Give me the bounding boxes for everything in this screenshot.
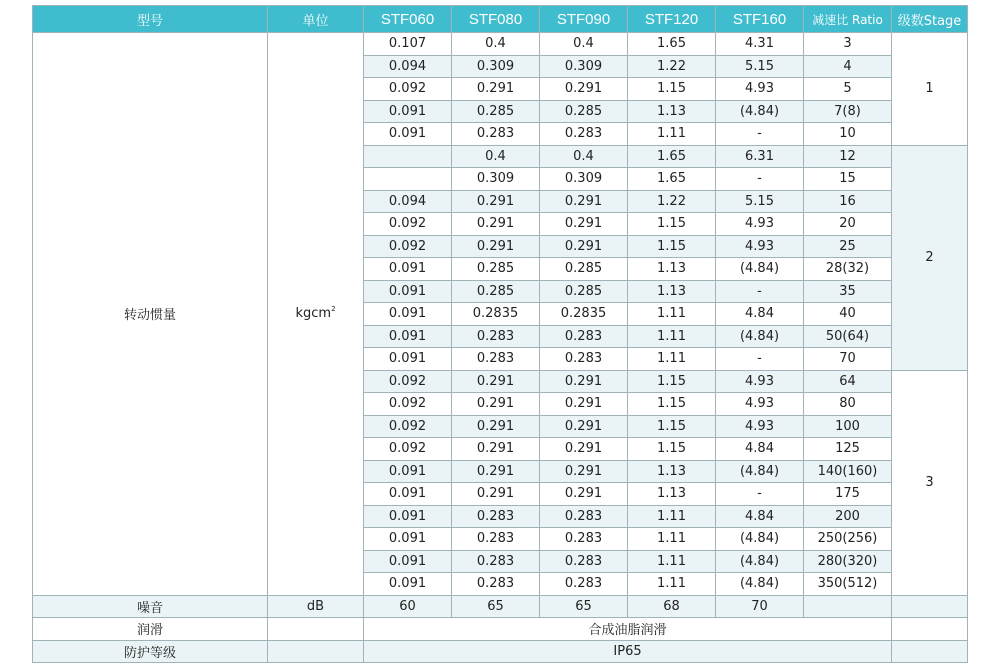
- inertia-value-cell: 4.93: [716, 415, 804, 438]
- inertia-value-cell: 0.091: [364, 123, 452, 146]
- inertia-value-cell: 1.13: [628, 100, 716, 123]
- noise-row: [33, 595, 968, 618]
- inertia-value-cell: [364, 145, 452, 168]
- inertia-value-cell: (4.84): [716, 100, 804, 123]
- ratio-cell: 20: [804, 213, 892, 236]
- inertia-value-cell: 0.283: [540, 573, 628, 596]
- inertia-value-cell: 0.285: [452, 258, 540, 281]
- ratio-cell: 100: [804, 415, 892, 438]
- inertia-value-cell: 4.93: [716, 213, 804, 236]
- inertia-value-cell: 0.285: [540, 100, 628, 123]
- inertia-value-cell: 1.13: [628, 483, 716, 506]
- protection-value: IP65: [364, 640, 892, 663]
- inertia-value-cell: 4.93: [716, 235, 804, 258]
- inertia-value-cell: 0.091: [364, 573, 452, 596]
- inertia-value-cell: 0.291: [540, 393, 628, 416]
- empty-cell: [268, 618, 364, 641]
- inertia-value-cell: 1.11: [628, 550, 716, 573]
- inertia-value-cell: 4.31: [716, 33, 804, 56]
- table-body: [33, 33, 968, 663]
- inertia-value-cell: (4.84): [716, 573, 804, 596]
- inertia-value-cell: 1.13: [628, 280, 716, 303]
- ratio-cell: 70: [804, 348, 892, 371]
- inertia-value-cell: 1.15: [628, 78, 716, 101]
- inertia-value-cell: 0.291: [540, 190, 628, 213]
- inertia-value-cell: 0.2835: [452, 303, 540, 326]
- inertia-value-cell: 0.283: [452, 573, 540, 596]
- noise-value-cell: 68: [628, 595, 716, 618]
- inertia-value-cell: 0.092: [364, 213, 452, 236]
- inertia-value-cell: 0.309: [540, 168, 628, 191]
- inertia-value-cell: -: [716, 348, 804, 371]
- inertia-value-cell: 0.4: [540, 145, 628, 168]
- ratio-cell: 200: [804, 505, 892, 528]
- inertia-value-cell: 0.291: [540, 460, 628, 483]
- inertia-value-cell: 0.091: [364, 460, 452, 483]
- ratio-cell: 25: [804, 235, 892, 258]
- inertia-unit-base: kgcm: [295, 306, 332, 322]
- inertia-value-cell: -: [716, 168, 804, 191]
- inertia-value-cell: 0.283: [452, 123, 540, 146]
- inertia-value-cell: 0.291: [452, 213, 540, 236]
- inertia-value-cell: 0.091: [364, 348, 452, 371]
- lubrication-value: 合成油脂润滑: [364, 618, 892, 641]
- ratio-cell: 4: [804, 55, 892, 78]
- noise-value-cell: 60: [364, 595, 452, 618]
- ratio-cell: 40: [804, 303, 892, 326]
- inertia-value-cell: 0.291: [452, 235, 540, 258]
- inertia-value-cell: [364, 168, 452, 191]
- lubrication-row: [33, 618, 968, 641]
- inertia-value-cell: 0.107: [364, 33, 452, 56]
- inertia-value-cell: 5.15: [716, 55, 804, 78]
- inertia-value-cell: 0.091: [364, 505, 452, 528]
- inertia-value-cell: -: [716, 280, 804, 303]
- inertia-value-cell: 0.291: [452, 460, 540, 483]
- inertia-value-cell: -: [716, 123, 804, 146]
- ratio-cell: 175: [804, 483, 892, 506]
- inertia-value-cell: 0.291: [540, 438, 628, 461]
- inertia-value-cell: 0.091: [364, 550, 452, 573]
- ratio-cell: 140(160): [804, 460, 892, 483]
- header-stf060: STF060: [364, 6, 452, 33]
- inertia-value-cell: 5.15: [716, 190, 804, 213]
- inertia-value-cell: 4.84: [716, 505, 804, 528]
- header-stf160: STF160: [716, 6, 804, 33]
- inertia-value-cell: 1.11: [628, 123, 716, 146]
- inertia-value-cell: 0.291: [540, 78, 628, 101]
- ratio-cell: 7(8): [804, 100, 892, 123]
- inertia-value-cell: 0.283: [452, 348, 540, 371]
- inertia-value-cell: 4.93: [716, 393, 804, 416]
- inertia-value-cell: 0.291: [540, 370, 628, 393]
- ratio-cell: 50(64): [804, 325, 892, 348]
- ratio-cell: 80: [804, 393, 892, 416]
- inertia-value-cell: 1.11: [628, 528, 716, 551]
- inertia-value-cell: 1.22: [628, 190, 716, 213]
- header-stage: 级数Stage: [892, 6, 968, 33]
- protection-label: 防护等级: [33, 640, 268, 663]
- inertia-value-cell: 6.31: [716, 145, 804, 168]
- inertia-value-cell: (4.84): [716, 460, 804, 483]
- inertia-value-cell: 0.092: [364, 78, 452, 101]
- inertia-value-cell: (4.84): [716, 550, 804, 573]
- inertia-value-cell: 0.283: [452, 528, 540, 551]
- inertia-value-cell: 0.291: [540, 213, 628, 236]
- inertia-value-cell: 1.15: [628, 438, 716, 461]
- inertia-value-cell: 0.283: [540, 505, 628, 528]
- stage-cell: 3: [892, 370, 968, 595]
- inertia-value-cell: 0.291: [452, 370, 540, 393]
- inertia-value-cell: 0.291: [540, 235, 628, 258]
- inertia-value-cell: 0.092: [364, 415, 452, 438]
- inertia-value-cell: 0.092: [364, 438, 452, 461]
- inertia-value-cell: 0.291: [452, 483, 540, 506]
- inertia-value-cell: 1.22: [628, 55, 716, 78]
- inertia-value-cell: 0.092: [364, 235, 452, 258]
- inertia-value-cell: 0.283: [540, 325, 628, 348]
- inertia-value-cell: 1.65: [628, 168, 716, 191]
- inertia-value-cell: 1.15: [628, 415, 716, 438]
- ratio-cell: 250(256): [804, 528, 892, 551]
- inertia-value-cell: 1.11: [628, 505, 716, 528]
- header-stf090: STF090: [540, 6, 628, 33]
- ratio-cell: 5: [804, 78, 892, 101]
- ratio-cell: 350(512): [804, 573, 892, 596]
- inertia-value-cell: 0.283: [540, 123, 628, 146]
- inertia-value-cell: (4.84): [716, 258, 804, 281]
- inertia-value-cell: 0.291: [540, 483, 628, 506]
- inertia-value-cell: 1.15: [628, 370, 716, 393]
- inertia-value-cell: 4.93: [716, 78, 804, 101]
- empty-cell: [268, 640, 364, 663]
- ratio-cell: 28(32): [804, 258, 892, 281]
- ratio-cell: 64: [804, 370, 892, 393]
- inertia-value-cell: 0.283: [540, 528, 628, 551]
- ratio-cell: 125: [804, 438, 892, 461]
- inertia-value-cell: 0.309: [540, 55, 628, 78]
- lubrication-label: 润滑: [33, 618, 268, 641]
- inertia-value-cell: 4.84: [716, 438, 804, 461]
- inertia-value-cell: 0.291: [452, 415, 540, 438]
- ratio-cell: 10: [804, 123, 892, 146]
- inertia-value-cell: 0.291: [452, 190, 540, 213]
- inertia-label: 转动惯量: [33, 33, 268, 596]
- noise-value-cell: 70: [716, 595, 804, 618]
- inertia-value-cell: 0.091: [364, 303, 452, 326]
- header-unit: 单位: [268, 6, 364, 33]
- inertia-value-cell: 0.291: [540, 415, 628, 438]
- noise-unit: dB: [268, 595, 364, 618]
- inertia-value-cell: 0.091: [364, 483, 452, 506]
- inertia-value-cell: 1.11: [628, 573, 716, 596]
- inertia-unit-exponent: 2: [331, 305, 336, 314]
- inertia-value-cell: 0.091: [364, 258, 452, 281]
- inertia-value-cell: (4.84): [716, 325, 804, 348]
- ratio-cell: 15: [804, 168, 892, 191]
- inertia-value-cell: 0.091: [364, 528, 452, 551]
- inertia-value-cell: 0.285: [452, 100, 540, 123]
- ratio-cell: 3: [804, 33, 892, 56]
- inertia-value-cell: 0.094: [364, 55, 452, 78]
- inertia-value-cell: 0.091: [364, 325, 452, 348]
- inertia-value-cell: 1.15: [628, 213, 716, 236]
- inertia-value-cell: 0.4: [540, 33, 628, 56]
- inertia-value-cell: 0.283: [540, 348, 628, 371]
- inertia-value-cell: 0.2835: [540, 303, 628, 326]
- noise-value-cell: 65: [452, 595, 540, 618]
- inertia-value-cell: 4.93: [716, 370, 804, 393]
- inertia-value-cell: 0.094: [364, 190, 452, 213]
- inertia-value-cell: 1.11: [628, 348, 716, 371]
- header-ratio: 减速比 Ratio: [804, 6, 892, 33]
- empty-cell: [892, 640, 968, 663]
- noise-value-cell: 65: [540, 595, 628, 618]
- inertia-value-cell: 0.291: [452, 393, 540, 416]
- inertia-value-cell: 4.84: [716, 303, 804, 326]
- inertia-value-cell: 0.092: [364, 370, 452, 393]
- inertia-value-cell: 1.15: [628, 235, 716, 258]
- inertia-value-cell: 0.291: [452, 78, 540, 101]
- noise-label: 噪音: [33, 595, 268, 618]
- empty-cell: [804, 595, 892, 618]
- inertia-value-cell: 0.285: [540, 280, 628, 303]
- inertia-value-cell: (4.84): [716, 528, 804, 551]
- inertia-value-cell: 1.13: [628, 460, 716, 483]
- ratio-cell: 35: [804, 280, 892, 303]
- inertia-value-cell: 1.65: [628, 33, 716, 56]
- inertia-value-cell: 0.4: [452, 33, 540, 56]
- inertia-value-cell: 0.091: [364, 280, 452, 303]
- header-row: [33, 6, 968, 33]
- spec-table: [32, 5, 968, 663]
- inertia-value-cell: 1.11: [628, 303, 716, 326]
- inertia-value-cell: 0.309: [452, 168, 540, 191]
- header-stf120: STF120: [628, 6, 716, 33]
- inertia-value-cell: 0.283: [452, 325, 540, 348]
- inertia-value-cell: 0.4: [452, 145, 540, 168]
- inertia-value-cell: 1.11: [628, 325, 716, 348]
- inertia-value-cell: 1.65: [628, 145, 716, 168]
- inertia-value-cell: 0.283: [540, 550, 628, 573]
- inertia-value-cell: 0.091: [364, 100, 452, 123]
- ratio-cell: 280(320): [804, 550, 892, 573]
- inertia-unit: [268, 33, 364, 596]
- ratio-cell: 16: [804, 190, 892, 213]
- table-row: [33, 33, 968, 56]
- empty-cell: [892, 595, 968, 618]
- inertia-value-cell: 1.15: [628, 393, 716, 416]
- inertia-value-cell: -: [716, 483, 804, 506]
- stage-cell: 2: [892, 145, 968, 370]
- inertia-value-cell: 1.13: [628, 258, 716, 281]
- inertia-value-cell: 0.285: [452, 280, 540, 303]
- inertia-value-cell: 0.283: [452, 550, 540, 573]
- header-model: 型号: [33, 6, 268, 33]
- protection-row: [33, 640, 968, 663]
- inertia-value-cell: 0.291: [452, 438, 540, 461]
- inertia-value-cell: 0.283: [452, 505, 540, 528]
- inertia-value-cell: 0.309: [452, 55, 540, 78]
- stage-cell: 1: [892, 33, 968, 146]
- header-stf080: STF080: [452, 6, 540, 33]
- inertia-value-cell: 0.092: [364, 393, 452, 416]
- empty-cell: [892, 618, 968, 641]
- ratio-cell: 12: [804, 145, 892, 168]
- inertia-value-cell: 0.285: [540, 258, 628, 281]
